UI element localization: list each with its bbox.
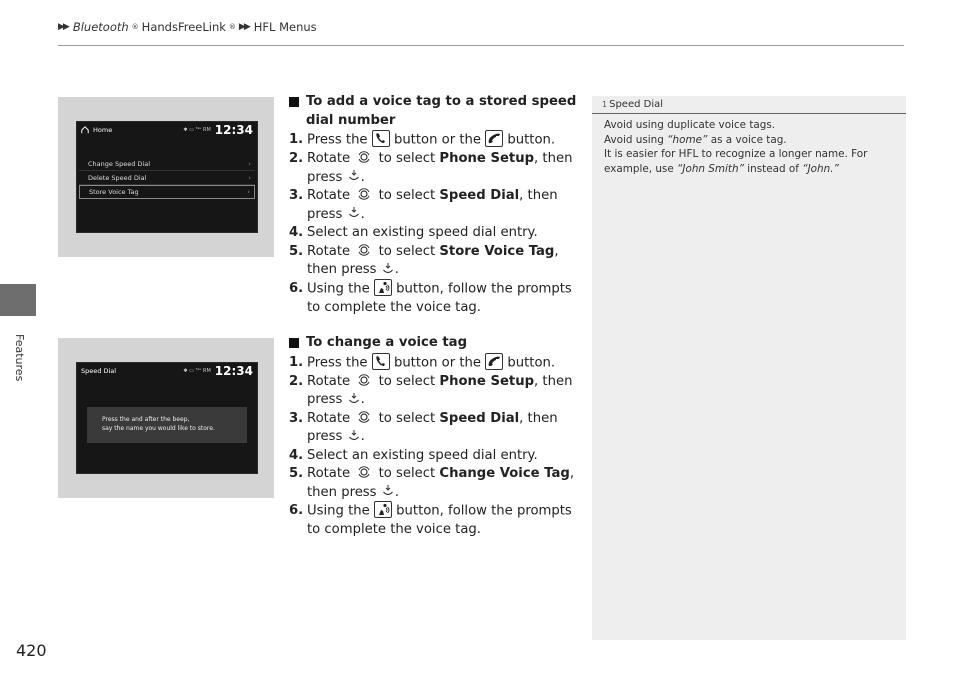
- phone-button-icon: [372, 130, 390, 147]
- step-3: 3. Rotate to select Speed Dial, then press .: [289, 410, 558, 444]
- menu-item-delete-speed-dial: Delete Speed Dial ›: [79, 171, 255, 185]
- prompt-line-2: say the name you would like to store.: [102, 425, 215, 432]
- step-2: 2. Rotate to select Phone Setup, then press .: [289, 151, 573, 185]
- page-number: 420: [16, 641, 47, 660]
- note-line: Avoid using “home” as a voice tag.: [604, 133, 787, 146]
- step-1: 1. Press the button or the button.: [289, 354, 556, 370]
- screenshot-change-voice-tag: [58, 338, 274, 498]
- display-screen: [76, 121, 258, 233]
- step-3: 3. Rotate to select Speed Dial, then press .: [289, 188, 558, 222]
- header-divider: [58, 45, 904, 46]
- talk-button-icon: [374, 279, 392, 296]
- note-line: It is easier for HFL to recognize a longer name. For example, use “John Smith” instead of “John.”: [604, 148, 868, 175]
- display-screen: [76, 362, 258, 474]
- selector-knob-icon: [357, 410, 371, 424]
- step-4: 4. Select an existing speed dial entry.: [289, 447, 538, 463]
- sidebar-note-body: [604, 118, 898, 176]
- step-6: 6. Using the button, follow the prompts to complete the voice tag.: [289, 503, 572, 537]
- selector-knob-icon: [357, 187, 371, 201]
- press-knob-icon: [348, 206, 360, 219]
- step-4: 4. Select an existing speed dial entry.: [289, 225, 538, 240]
- breadcrumb-bluetooth: Bluetooth: [72, 20, 129, 34]
- note-marker: 1: [602, 100, 608, 109]
- status-icons: ✱ ▭ ᵀᵃᵘ RM: [183, 127, 211, 133]
- voice-prompt-message: [87, 407, 247, 443]
- screen-header: [77, 363, 257, 379]
- press-knob-icon: [382, 262, 394, 275]
- registered-mark: ®: [228, 23, 236, 31]
- home-icon: [81, 126, 89, 134]
- step-2: 2. Rotate to select Phone Setup, then press .: [289, 373, 573, 407]
- pick-up-button-icon: [485, 353, 503, 370]
- registered-mark: ®: [131, 23, 139, 31]
- screenshot-store-voice-tag: [58, 97, 274, 257]
- step-1: 1. Press the button or the button.: [289, 132, 556, 148]
- step-5: 5. Rotate to select Store Voice Tag, then press .: [289, 243, 559, 277]
- status-icons: ✱ ▭ ᵀᵃᵘ RM: [183, 368, 211, 374]
- press-knob-icon: [348, 392, 360, 405]
- prompt-line-1: Press the and after the beep,: [102, 416, 190, 423]
- sidebar-note-title: Speed Dial: [609, 99, 664, 110]
- press-knob-icon: [348, 169, 360, 182]
- selector-knob-icon: [357, 243, 371, 257]
- section-heading: To add a voice tag to a stored speed dial number: [289, 93, 581, 130]
- screen-title: Speed Dial: [81, 367, 117, 375]
- step-6: 6. Using the button, follow the prompts to complete the voice tag.: [289, 280, 572, 315]
- breadcrumb-handsfreelink: HandsFreeLink: [141, 20, 226, 34]
- phone-button-icon: [372, 353, 390, 370]
- sidebar-note: [592, 96, 906, 640]
- note-line: Avoid using duplicate voice tags.: [604, 119, 776, 131]
- talk-button-icon: [374, 501, 392, 518]
- selector-knob-icon: [357, 373, 371, 387]
- section-heading: To change a voice tag: [289, 334, 581, 353]
- step-5: 5. Rotate to select Change Voice Tag, then press .: [289, 466, 575, 500]
- breadcrumb-arrow-icon: ▶▶: [238, 22, 249, 32]
- selector-knob-icon: [357, 465, 371, 479]
- section-tab-marker: [0, 284, 36, 316]
- press-knob-icon: [348, 429, 360, 442]
- screen-header: [77, 122, 257, 138]
- menu-item-store-voice-tag: Store Voice Tag ›: [79, 185, 255, 199]
- menu-item-change-speed-dial: Change Speed Dial ›: [79, 157, 255, 171]
- screen-title: Home: [93, 126, 113, 134]
- section-tab-label: Features: [13, 334, 26, 382]
- screen-clock: 12:34: [214, 364, 253, 378]
- breadcrumb: [58, 20, 317, 34]
- screen-clock: 12:34: [214, 123, 253, 137]
- steps-change-voice-tag: [289, 334, 581, 540]
- screen-menu: [79, 157, 255, 199]
- sidebar-note-header: [592, 96, 906, 114]
- pick-up-button-icon: [485, 130, 503, 147]
- press-knob-icon: [382, 484, 394, 497]
- steps-add-voice-tag: [289, 93, 581, 317]
- selector-knob-icon: [357, 150, 371, 164]
- breadcrumb-arrow-icon: ▶▶: [58, 22, 68, 32]
- breadcrumb-hfl-menus: HFL Menus: [253, 20, 317, 34]
